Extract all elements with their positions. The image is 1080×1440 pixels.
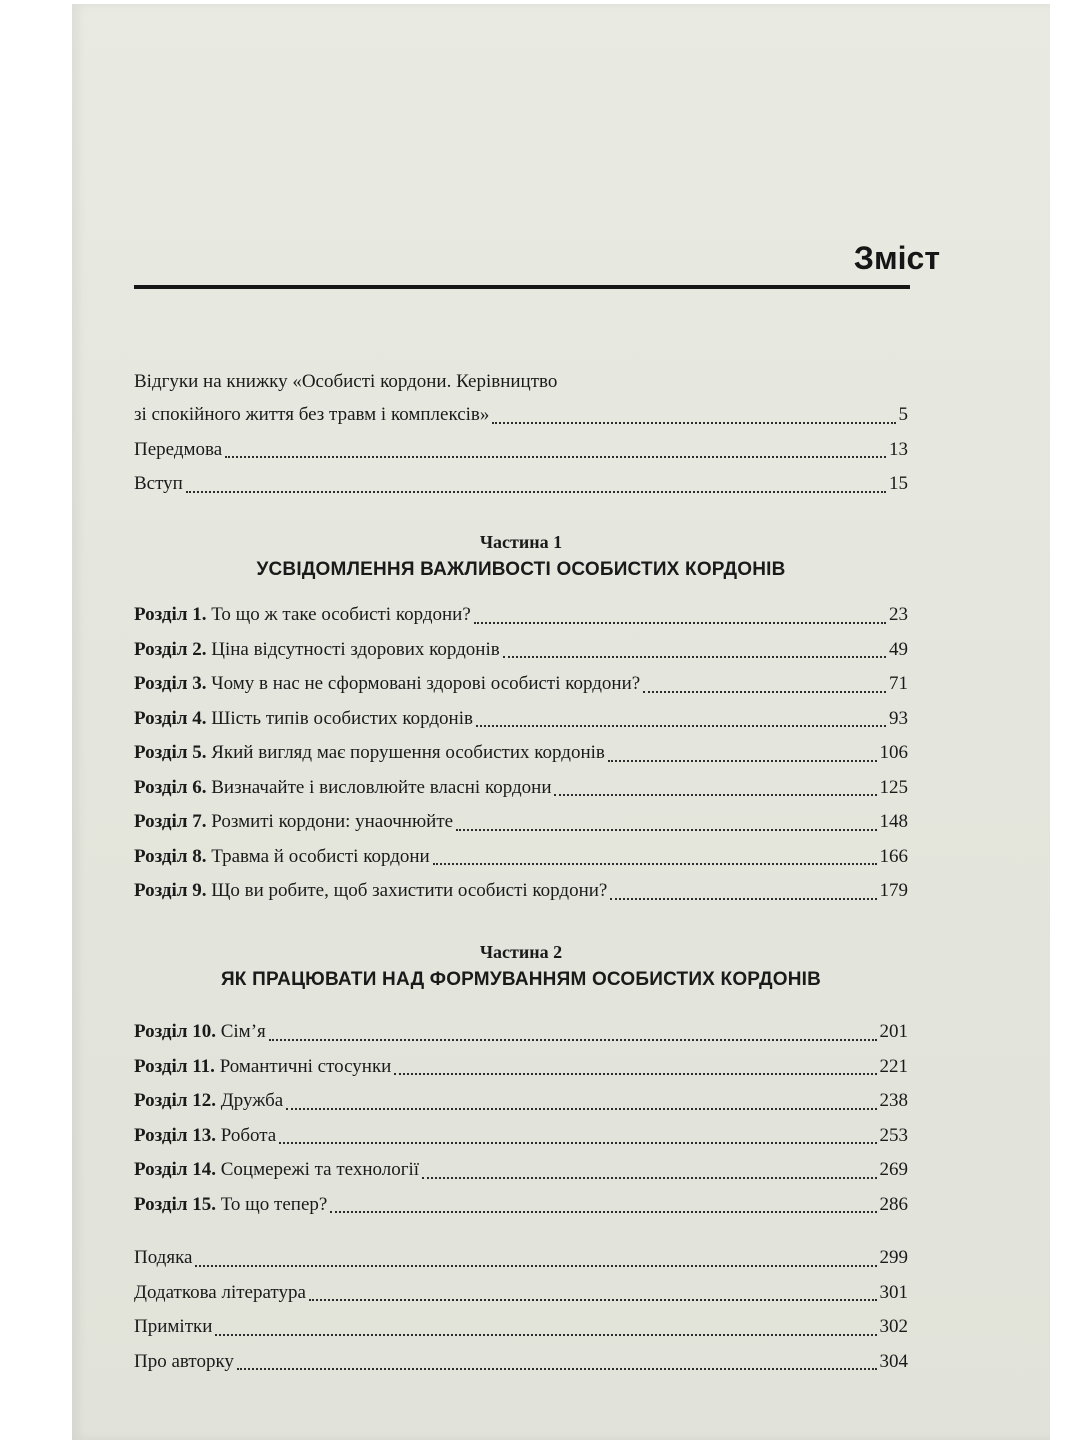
chapter-title: Шість типів особистих кордонів bbox=[211, 707, 473, 729]
toc-label: Про авторку bbox=[134, 1350, 234, 1372]
chapter-title: Дружба bbox=[220, 1090, 284, 1111]
chapter-number: Розділ 9. bbox=[134, 880, 207, 901]
chapter-number: Розділ 11. bbox=[134, 1055, 215, 1077]
chapter-title: Визначайте і висловлюйте власні кордони bbox=[211, 776, 552, 798]
toc-label: Відгуки на книжку «Особисті кордони. Керівництво bbox=[134, 371, 558, 392]
toc-page-number: 221 bbox=[879, 1055, 908, 1077]
toc-label bbox=[134, 771, 551, 806]
part-title: ЯК ПРАЦЮВАТИ НАД ФОРМУВАННЯМ ОСОБИСТИХ КОРДОНІВ bbox=[220, 969, 822, 990]
page-title: Зміст bbox=[853, 240, 940, 276]
chapter-number: Розділ 2. bbox=[134, 638, 207, 660]
dot-leader bbox=[554, 794, 876, 796]
toc-page-number: 5 bbox=[898, 404, 908, 425]
dot-leader bbox=[330, 1211, 876, 1213]
chapter-number: Розділ 1. bbox=[134, 604, 207, 625]
chapter-title: Що ви робите, щоб захистити особисті кордони? bbox=[211, 880, 608, 901]
chapter-title: То що ж таке особисті кордони? bbox=[211, 604, 471, 625]
dot-leader bbox=[309, 1299, 877, 1301]
toc-page-number: 269 bbox=[879, 1159, 908, 1180]
chapter-number: Розділ 7. bbox=[134, 811, 207, 832]
dot-leader bbox=[195, 1265, 876, 1267]
toc-entry bbox=[134, 1050, 908, 1085]
toc-entry bbox=[134, 1084, 908, 1119]
toc-entry-intro bbox=[134, 467, 908, 502]
toc-entry bbox=[134, 598, 908, 633]
toc-page-number: 238 bbox=[879, 1090, 908, 1111]
toc-page-number: 93 bbox=[889, 707, 908, 729]
dot-leader bbox=[476, 725, 886, 727]
toc-label: Додаткова література bbox=[134, 1281, 306, 1303]
toc-entry-reviews bbox=[134, 398, 908, 433]
dot-leader bbox=[225, 456, 886, 458]
dot-leader bbox=[433, 863, 877, 865]
part1-chapter-list bbox=[134, 598, 908, 909]
chapter-title: Розмиті кордони: унаочнюйте bbox=[211, 811, 454, 832]
toc-entry bbox=[134, 1345, 908, 1380]
chapter-title: Чому в нас не сформовані здорові особисті кордони? bbox=[211, 673, 641, 694]
back-matter-list bbox=[134, 1241, 908, 1379]
toc-entry bbox=[134, 667, 908, 702]
toc-label bbox=[134, 633, 500, 668]
dot-leader bbox=[394, 1073, 876, 1075]
toc-entry bbox=[134, 1188, 908, 1223]
dot-leader bbox=[186, 491, 886, 493]
toc-page-number: 13 bbox=[889, 438, 908, 460]
chapter-title: То що тепер? bbox=[220, 1193, 328, 1215]
part-number: Частина 2 bbox=[479, 942, 563, 962]
dot-leader bbox=[608, 760, 877, 762]
part-title: УСВІДОМЛЕННЯ ВАЖЛИВОСТІ ОСОБИСТИХ КОРДОНІВ bbox=[256, 559, 786, 580]
toc-entry bbox=[134, 771, 908, 806]
toc-label bbox=[134, 1153, 419, 1188]
toc-entry bbox=[134, 805, 908, 840]
chapter-title: Сім’я bbox=[220, 1021, 266, 1042]
toc-label: Подяка bbox=[134, 1247, 193, 1268]
toc-label bbox=[134, 840, 430, 875]
part2-chapter-list bbox=[134, 1015, 908, 1222]
dot-leader bbox=[279, 1142, 876, 1144]
chapter-number: Розділ 3. bbox=[134, 673, 207, 694]
toc-label bbox=[134, 598, 471, 633]
front-matter-list bbox=[134, 366, 908, 502]
toc-entry-reviews-line1 bbox=[134, 366, 908, 398]
toc-page-number: 301 bbox=[879, 1281, 908, 1303]
toc-entry bbox=[134, 1241, 908, 1276]
toc-label bbox=[134, 1050, 391, 1085]
dot-leader bbox=[492, 422, 895, 424]
toc-page-number: 286 bbox=[879, 1193, 908, 1215]
toc-label bbox=[134, 1015, 266, 1050]
toc-page-number: 71 bbox=[889, 673, 908, 694]
dot-leader bbox=[269, 1039, 877, 1041]
toc-label: Передмова bbox=[134, 438, 223, 460]
chapter-number: Розділ 8. bbox=[134, 845, 207, 867]
chapter-number: Розділ 13. bbox=[134, 1124, 216, 1146]
toc-page-number: 179 bbox=[879, 880, 908, 901]
part2-heading bbox=[134, 940, 908, 992]
dot-leader bbox=[237, 1368, 877, 1370]
dot-leader bbox=[474, 622, 886, 624]
toc-entry bbox=[134, 840, 908, 875]
dot-leader bbox=[286, 1108, 876, 1110]
toc-page-number: 49 bbox=[889, 638, 908, 660]
toc-entry bbox=[134, 1015, 908, 1050]
chapter-number: Розділ 14. bbox=[134, 1159, 216, 1180]
toc-entry bbox=[134, 1119, 908, 1154]
dot-leader bbox=[215, 1334, 876, 1336]
chapter-number: Розділ 6. bbox=[134, 776, 207, 798]
chapter-number: Розділ 4. bbox=[134, 707, 207, 729]
title-rule bbox=[134, 285, 910, 289]
dot-leader bbox=[422, 1177, 876, 1179]
toc-entry bbox=[134, 1310, 908, 1345]
toc-page-number: 299 bbox=[879, 1247, 908, 1268]
toc-page-number: 125 bbox=[879, 776, 908, 798]
chapter-number: Розділ 15. bbox=[134, 1193, 216, 1215]
toc-page-number: 148 bbox=[879, 811, 908, 832]
toc-label bbox=[134, 1188, 327, 1223]
toc-label bbox=[134, 702, 473, 737]
toc-label bbox=[134, 805, 453, 840]
toc-page-number: 23 bbox=[889, 604, 908, 625]
toc-label: зі спокійного життя без травм і комплексів» bbox=[134, 404, 490, 425]
chapter-title: Який вигляд має порушення особистих кордонів bbox=[211, 742, 605, 763]
dot-leader bbox=[456, 829, 876, 831]
toc-entry bbox=[134, 1276, 908, 1311]
toc-label bbox=[134, 667, 640, 702]
toc-entry bbox=[134, 874, 908, 909]
toc-label bbox=[134, 874, 607, 909]
toc-label bbox=[134, 1119, 276, 1154]
dot-leader bbox=[503, 656, 886, 658]
toc-label bbox=[134, 736, 605, 771]
toc-page-number: 253 bbox=[879, 1124, 908, 1146]
chapter-title: Ціна відсутності здорових кордонів bbox=[211, 638, 500, 660]
toc-entry bbox=[134, 736, 908, 771]
chapter-title: Травма й особисті кордони bbox=[211, 845, 430, 867]
toc-label bbox=[134, 1084, 283, 1119]
toc-page-number: 304 bbox=[879, 1350, 908, 1372]
part1-heading bbox=[134, 530, 908, 582]
chapter-number: Розділ 5. bbox=[134, 742, 207, 763]
toc-entry bbox=[134, 1153, 908, 1188]
toc-page-number: 201 bbox=[879, 1021, 908, 1042]
chapter-number: Розділ 12. bbox=[134, 1090, 216, 1111]
chapter-title: Романтичні стосунки bbox=[219, 1055, 392, 1077]
toc-entry bbox=[134, 702, 908, 737]
toc-page-number: 15 bbox=[889, 473, 908, 494]
chapter-number: Розділ 10. bbox=[134, 1021, 216, 1042]
chapter-title: Соцмережі та технології bbox=[220, 1159, 420, 1180]
dot-leader bbox=[610, 898, 876, 900]
toc-entry bbox=[134, 633, 908, 668]
dot-leader bbox=[643, 691, 886, 693]
part-number: Частина 1 bbox=[479, 532, 563, 552]
toc-page-number: 302 bbox=[879, 1316, 908, 1337]
toc-entry-foreword bbox=[134, 433, 908, 468]
toc-page-number: 166 bbox=[879, 845, 908, 867]
toc-page-number: 106 bbox=[879, 742, 908, 763]
toc-label: Вступ bbox=[134, 473, 183, 494]
toc-label: Примітки bbox=[134, 1316, 213, 1337]
chapter-title: Робота bbox=[220, 1124, 277, 1146]
